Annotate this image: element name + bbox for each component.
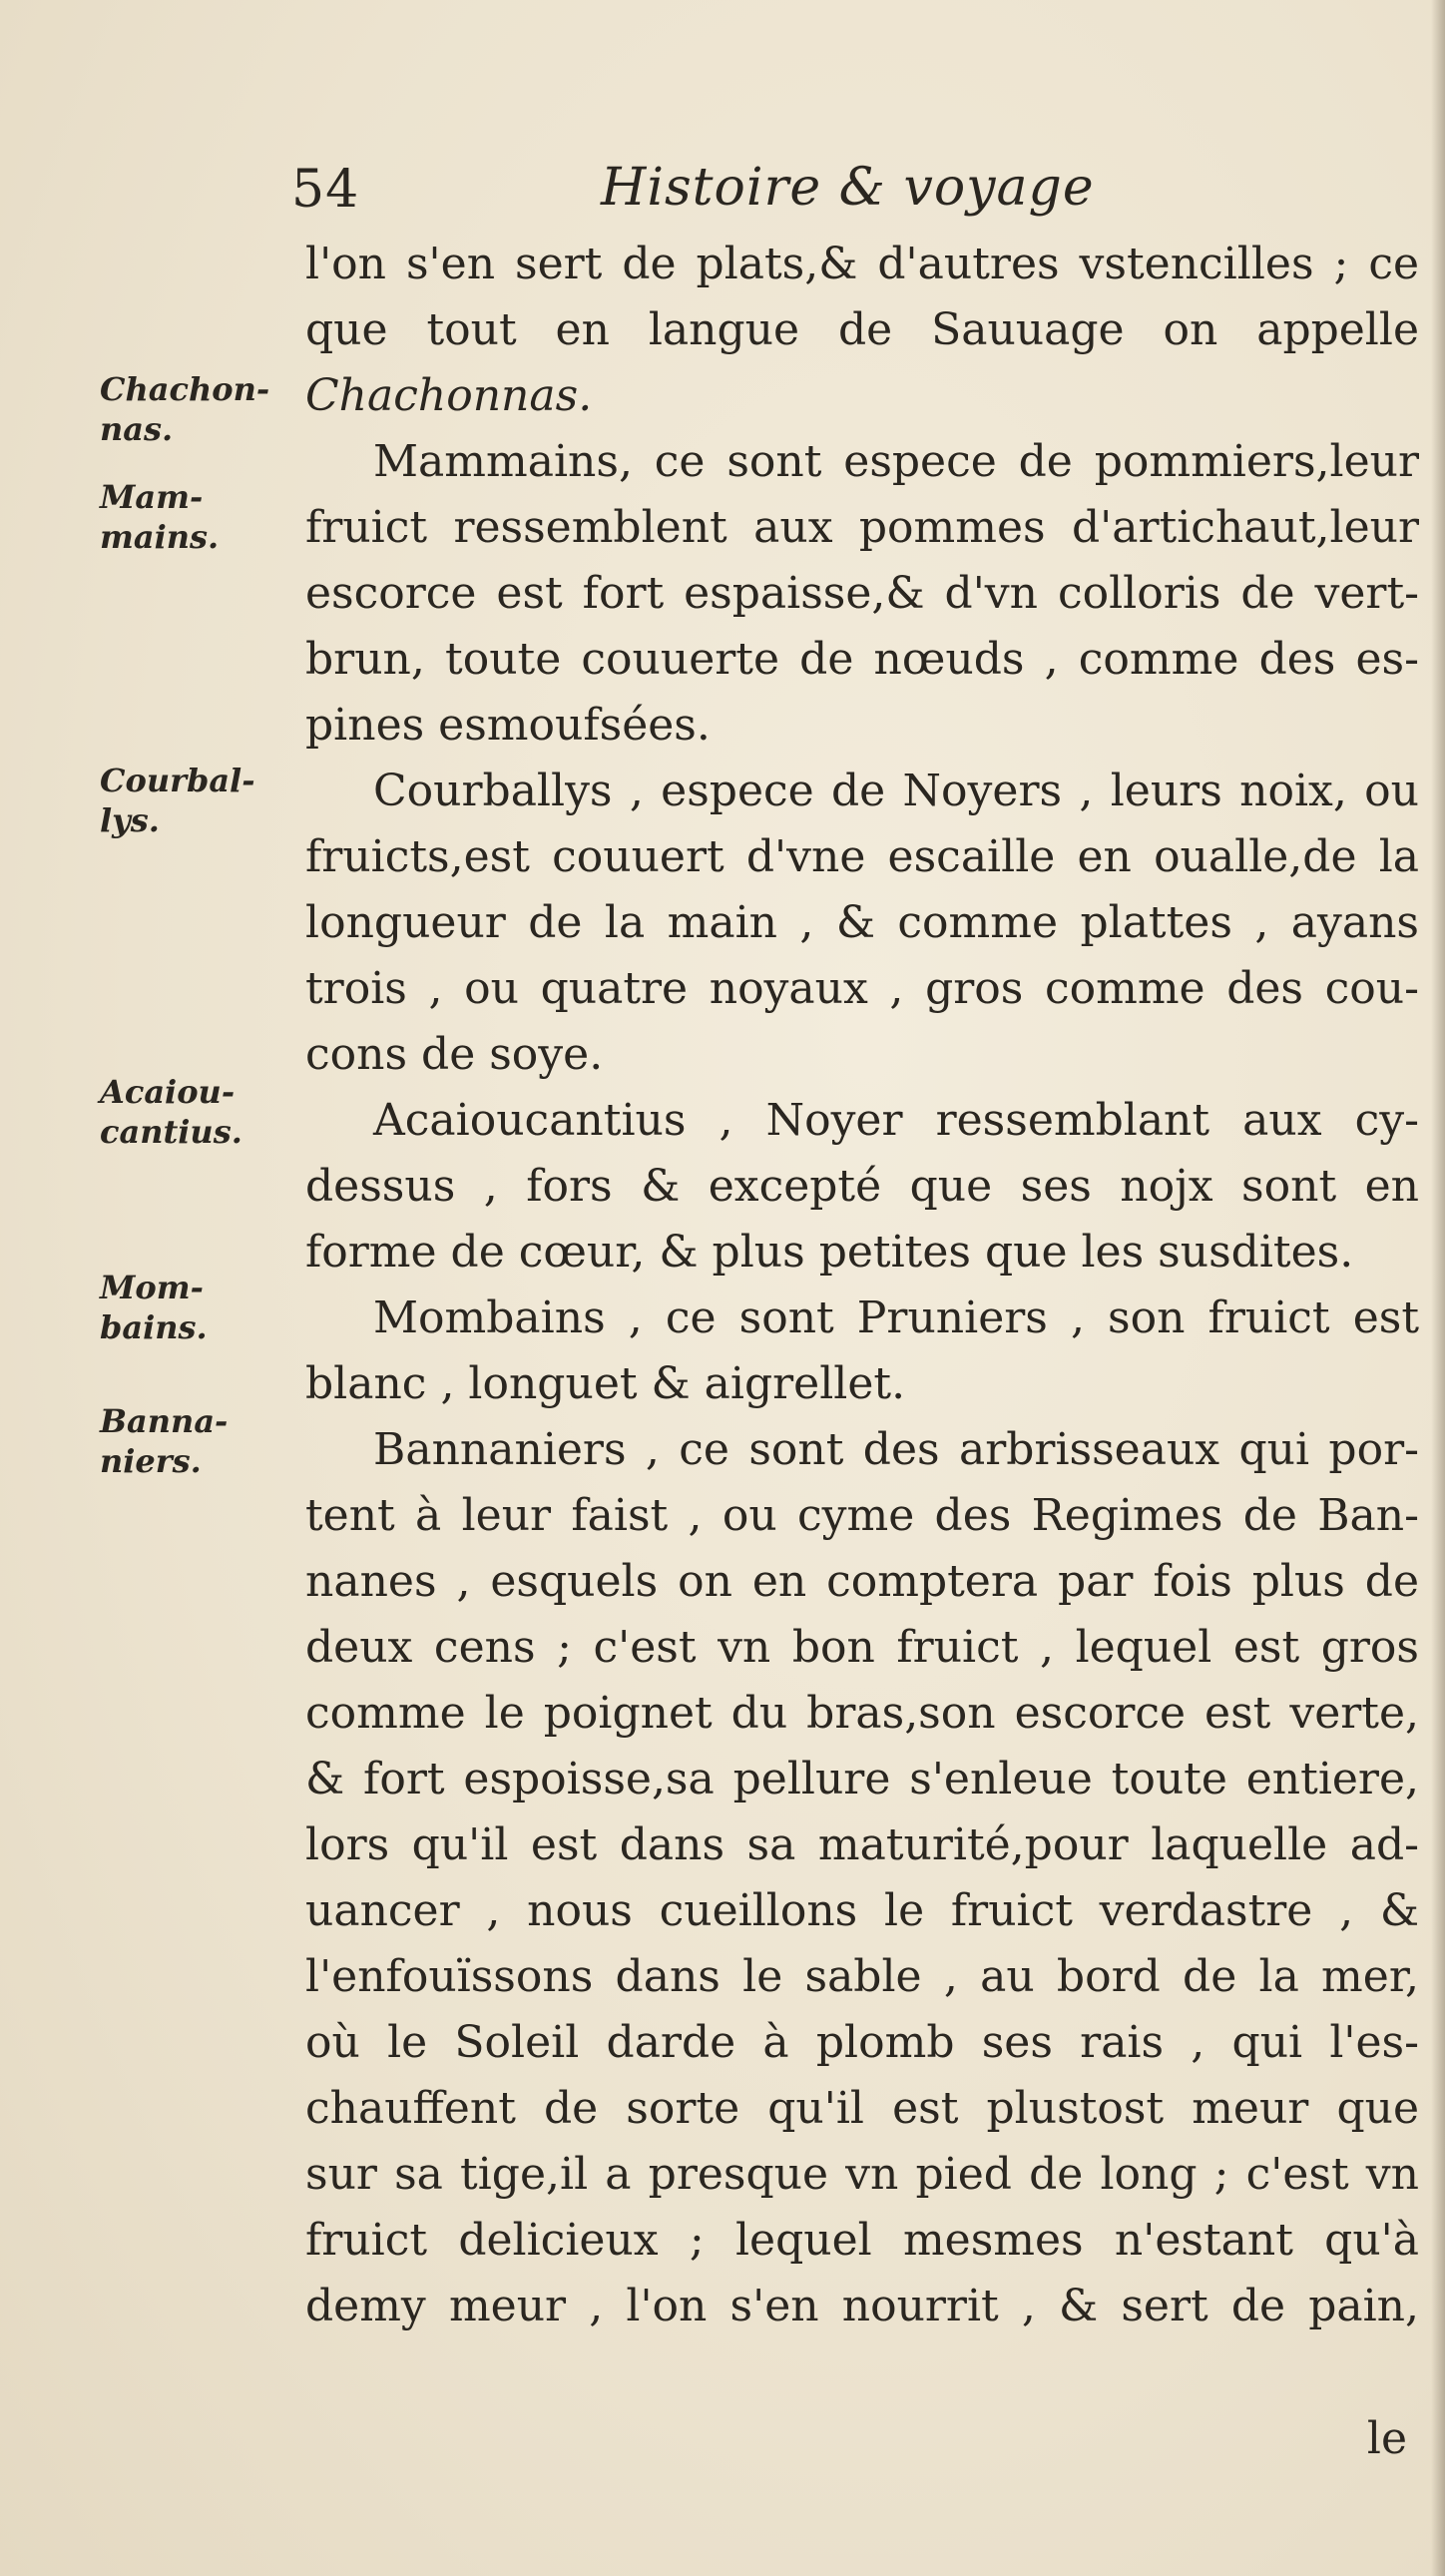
text-line: chauffent de sorte qu'il est plustost meur que (305, 2083, 1419, 2134)
body-text (305, 232, 1419, 2339)
text-line: demy meur , l'on s'en nourrit , & sert de pain, (305, 2281, 1419, 2331)
margin-note-line: bains. (100, 1308, 208, 1346)
text-line: deux cens ; c'est vn bon fruict , lequel est gros (305, 1622, 1419, 1673)
text-line: Mammains, ce sont espece de pommiers,leur (373, 436, 1419, 487)
text-line: fruicts,est couuert d'vne escaille en oualle,de la (305, 831, 1419, 882)
text-line: nanes , esquels on en comptera par fois plus de (305, 1556, 1419, 1607)
text-line: brun, toute couuerte de nœuds , comme des es- (305, 634, 1419, 685)
page-header (291, 160, 1429, 230)
text-line: longueur de la main , & comme plattes , ayans (305, 897, 1419, 948)
text-line: cons de soye. (305, 1029, 604, 1080)
margin-note-mammains (100, 477, 289, 557)
text-line: Courballys , espece de Noyers , leurs noix, ou (373, 766, 1419, 816)
margin-note-line: Acaiou- (100, 1073, 236, 1111)
text-line: & fort espoisse,sa pellure s'enleue toute entiere, (305, 1754, 1419, 1804)
margin-note-line: niers. (100, 1442, 202, 1480)
running-title: Histoire & voyage (601, 158, 1095, 218)
margin-note-line: nas. (100, 410, 174, 448)
margin-note-acaioucantius (100, 1072, 289, 1152)
text-line: tent à leur faist , ou cyme des Regimes de Ban- (305, 1490, 1419, 1541)
page-edge-shadow (1431, 0, 1445, 2576)
text-line: l'enfouïssons dans le sable , au bord de la mer, (305, 1951, 1419, 2002)
text-line: lors qu'il est dans sa maturité,pour laquelle ad- (305, 1819, 1419, 1870)
margin-note-line: Chachon- (100, 370, 270, 408)
text-line: que tout en langue de Sauuage on appelle (305, 304, 1419, 355)
text-line: fruict ressemblent aux pommes d'artichaut,leur (305, 502, 1419, 553)
text-line: trois , ou quatre noyaux , gros comme des cou- (305, 963, 1419, 1014)
margin-note-line: lys. (100, 801, 160, 839)
margin-notes (100, 0, 289, 2576)
margin-note-line: Courbal- (100, 762, 255, 799)
text-line: dessus , fors & excepté que ses nojx sont en (305, 1161, 1419, 1212)
margin-note-courballys (100, 761, 289, 840)
margin-note-line: Mom- (100, 1269, 204, 1306)
text-line: Mombains , ce sont Pruniers , son fruict est (373, 1292, 1419, 1343)
text-line: Acaioucantius , Noyer ressemblant aux cy- (373, 1095, 1419, 1146)
text-line: uancer , nous cueillons le fruict verdastre , & (305, 1885, 1419, 1936)
catchword: le (1366, 2413, 1407, 2464)
margin-note-line: mains. (100, 518, 220, 556)
text-line: sur sa tige,il a presque vn pied de long ; c'est vn (305, 2149, 1419, 2200)
text-line: forme de cœur, & plus petites que les susdites. (305, 1227, 1354, 1278)
text-line: où le Soleil darde à plomb ses rais , qui l'es- (305, 2017, 1419, 2068)
page-number: 54 (291, 160, 360, 220)
margin-note-mombains (100, 1268, 289, 1347)
margin-note-line: Banna- (100, 1402, 229, 1440)
text-line: pines esmoufsées. (305, 700, 711, 751)
text-line: fruict delicieux ; lequel mesmes n'estant qu'à (305, 2215, 1419, 2266)
text-line: blanc , longuet & aigrellet. (305, 1358, 906, 1409)
margin-note-bannaniers (100, 1401, 289, 1481)
text-line: escorce est fort espaisse,& d'vn colloris de vert- (305, 568, 1419, 619)
text-line: l'on s'en sert de plats,& d'autres vstencilles ; ce (305, 239, 1419, 289)
margin-note-line: cantius. (100, 1113, 242, 1151)
margin-note-chachonnas (100, 369, 289, 449)
text-line: Bannaniers , ce sont des arbrisseaux qui por- (373, 1424, 1419, 1475)
margin-note-line: Mam- (100, 478, 204, 516)
text-line: comme le poignet du bras,son escorce est verte, (305, 1688, 1419, 1739)
text-line: Chachonnas. (305, 370, 593, 421)
